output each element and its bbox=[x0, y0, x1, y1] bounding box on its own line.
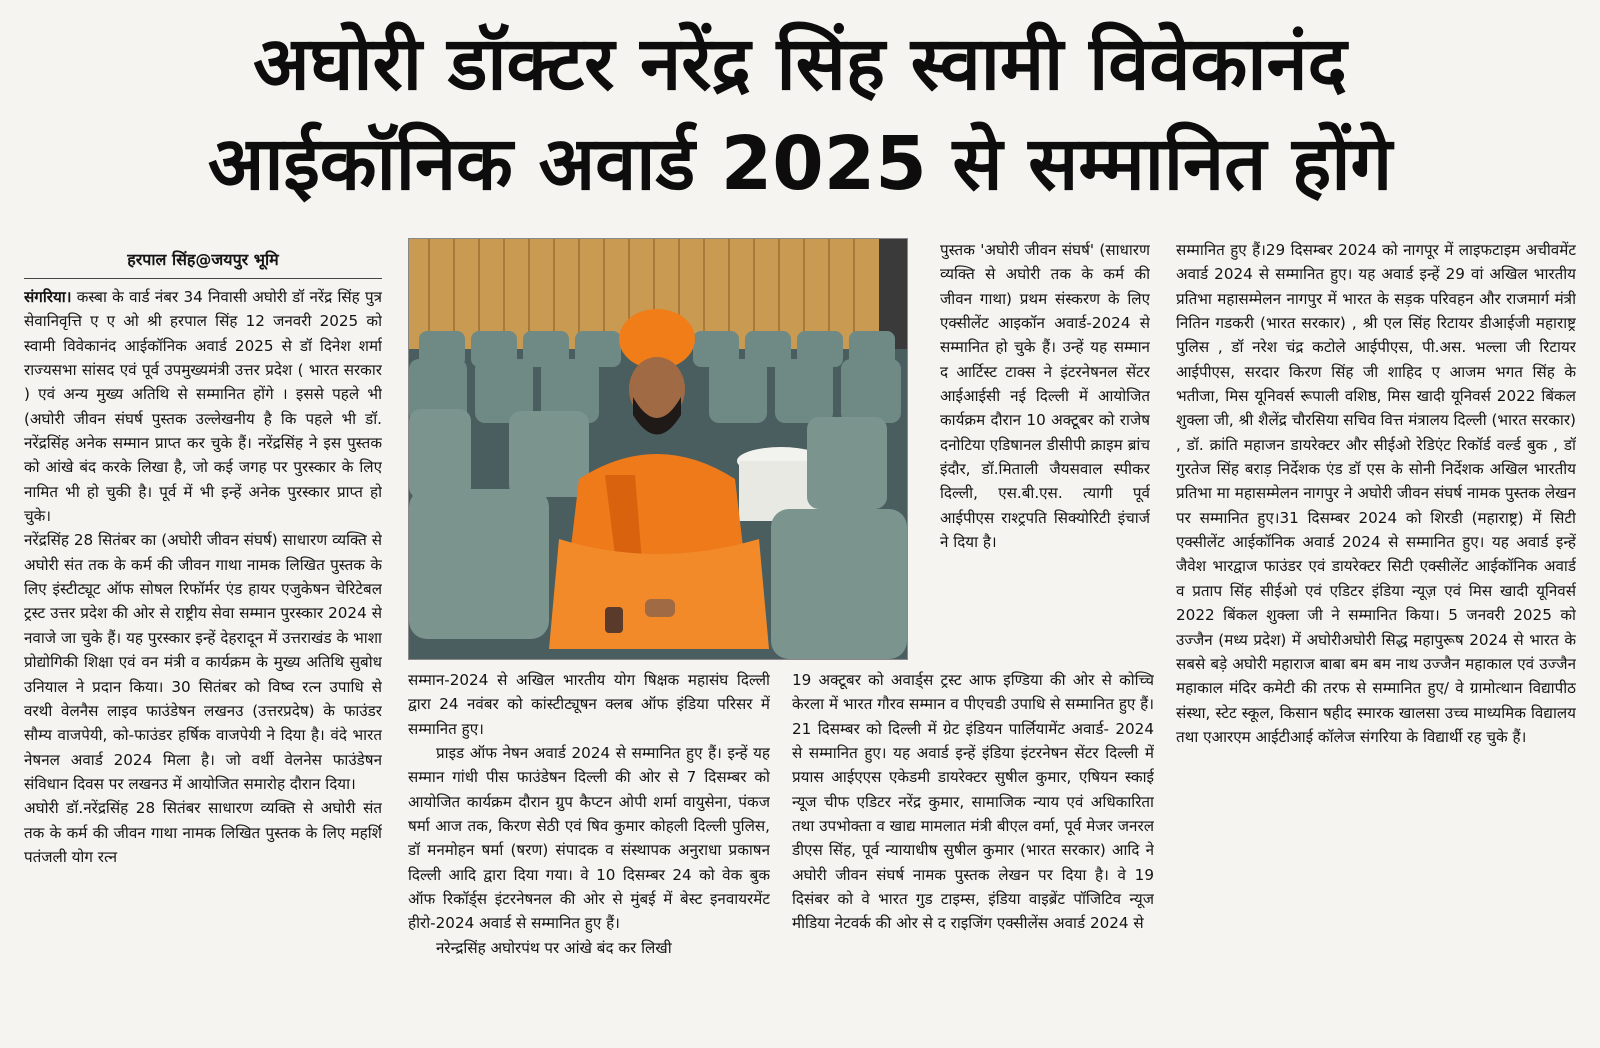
paragraph-2: नरेंद्रसिंह 28 सितंबर का (अघोरी जीवन संघर्ष) साधारण व्यक्ति से अघोरी संत तक के कर्म की जीवन गाथा नामक लिखित पुस्तक के लिए इंस्टीट्यूट ऑफ सोषल रिफॉर्मर एंड हायर एजुकेषन चेरिटेबल ट्रस्ट उत्तर प्रदेश की ओर से राष्ट्रीय सेवा सम्मान पुरस्कार 2024 से नवाजे जा चुके हैं। यह पुरस्कार इन्हें देहरादून में उत्तराखंड के भाशा प्रोद्योगिकी शिक्षा एवं वन मंत्री व कार्यक्रम के मुख्य अतिथि सुबोध उनियाल ने प्रदान किया। 30 सितंबर को विष्व रत्न उपाधि से वरथी वेलनैस लाइव फाउंडेषन लखनउ (उत्तरप्रदेष) के फाउंडर सौम्य वाजपेयी, को-फाउंडर हर्षिक वाजपेयी ने दिया है। वंदे भारत नेषनल अवार्ड 2024 मिला है। जो वर्थी वेलनेस फाउंडेषन संविधान दिवस पर लखनउ में आयोजित समारोह दौरान दिया। bbox=[24, 531, 382, 793]
paragraph-1-text: कस्बा के वार्ड नंबर 34 निवासी अघोरी डॉ नरेंद्र सिंह पुत्र सेवानिवृत्ति ए ए ओ श्री हरपाल सिंह 12 जनवरी 2025 को स्वामी विवेकानंद आईकॉनिक अवार्ड 2025 से डॉ दिनेश शर्मा राज्यसभा सांसद एवं पूर्व उपमुख्यमंत्री उत्तर प्रदेश ( भारत सरकार ) एवं अन्य मुख्य अतिथि से सम्मानित होंगे । इससे पहले भी (अघोरी जीवन संघर्ष पुस्तक उल्लेखनीय है कि पहले भी डॉ. नरेंद्रसिंह अनेक सम्मान प्राप्त कर चुके हैं। नरेंद्रसिंह ने इस पुस्तक को आंखे बंद करके लिखा है, जो कई जगह पर पुरस्कार के लिए नामित भी हो चुकी है। पूर्व में भी इन्हें अनेक पुरस्कार प्राप्त हो चुके। bbox=[24, 288, 382, 526]
byline: हरपाल सिंह@जयपुर भूमि bbox=[24, 246, 382, 279]
headline-line-2: आईकॉनिक अवार्ड 2025 से सम्मानित होंगे bbox=[207, 121, 1393, 207]
paragraph-3: नरेन्द्रसिंह अघोरपंथ पर आंखे बंद कर लिखी bbox=[436, 938, 672, 957]
column-3-bottom bbox=[792, 668, 1154, 1048]
paragraph-2: प्राइड ऑफ नेषन अवार्ड 2024 से सम्मानित हुए हैं। इन्हें यह सम्मान गांधी पीस फाउंडेषन दिल्ली की ओर से 7 दिसम्बर को आयोजित कार्यक्रम दौरान ग्रुप कैप्टन ओपी शर्मा वायुसेना, पंकज षर्मा आज तक, किरण सेठी एवं षिव कुमार कोहली दिल्ली पुलिस, डॉ मनमोहन षर्मा (षरण) संपादक व संस्थापक अनुराधा प्रकाषन दिल्ली आदि द्वारा दिया गया। वे 10 दिसम्बर 24 को वेक बुक ऑफ रिकॉर्ड्स इंटरनेषनल की ओर से मुंबई में बेस्ट इनवायरमेंट हीरो-2024 अवार्ड से सम्मानित हुए हैं। bbox=[408, 744, 770, 933]
column-2-bottom bbox=[408, 668, 770, 1048]
paragraph-1 bbox=[24, 285, 382, 528]
column-4 bbox=[1176, 238, 1576, 1048]
paragraph-1: 19 अक्टूबर को अवार्ड्स ट्रस्ट आफ इण्डिया की ओर से कोच्चि केरला में भारत गौरव सम्मान व पीएचडी उपाधि से सम्मानित हुए हैं।21 दिसम्बर को दिल्ली में ग्रेट इंडियन पार्लियामेंट अवार्ड- 2024 से सम्मानित हुए। यह अवार्ड इन्हें इंडिया इंटरनेषन सेंटर दिल्ली में प्रयास आईएएस एकेडमी डायरेक्टर सुषील कुमार, एषियन स्काई न्यूज चीफ एडिटर नरेंद्र कुमार, सामाजिक न्याय एवं अधिकारिता तथा उपभोक्ता व खाद्य मामलात मंत्री बीएल वर्मा, पूर्व मेजर जनरल डीएस सिंह, पूर्व न्यायाधीष सुषील कुमार (भारत सरकार) आदि ने अघोरी जीवन संघर्ष नामक पुस्तक लेखन पर दिया है। वे 19 दिसंबर को वे भारत गुड टाइम्स, इंडिया वाइब्रेंट पॉजिटिव न्यूज मीडिया नेटवर्क की ओर से द राइजिंग एक्सीलेंस अवार्ड 2024 से bbox=[792, 671, 1154, 933]
headline bbox=[0, 0, 1600, 232]
paragraph-1: सम्मान-2024 से अखिल भारतीय योग षिक्षक महासंघ दिल्ली द्वारा 24 नवंबर को कांस्टीट्यूषन क्लब ऑफ इंडिया परिसर में सम्मानित हुए। bbox=[408, 671, 770, 738]
column-3-top bbox=[940, 238, 1150, 658]
headline-line-1: अघोरी डॉक्टर नरेंद्र सिंह स्वामी विवेकानंद bbox=[253, 21, 1347, 107]
dateline: संगरिया। bbox=[24, 288, 72, 306]
column-1 bbox=[24, 246, 382, 1046]
paragraph-1: पुस्तक 'अघोरी जीवन संघर्ष' (साधारण व्यक्ति से अघोरी तक के कर्म की जीवन गाथा) प्रथम संस्करण के लिए एक्सीलेंट आइकॉन अवार्ड-2024 से सम्मानित हो चुके हैं। उन्हें यह सम्मान द आर्टिस्ट टाक्स ने इंटरनेषनल सेंटर आईआईसी नई दिल्ली में आयोजित कार्यक्रम दौरान 10 अक्टूबर को राजेष दनोटिया एडिषानल डीसीपी क्राइम ब्रांच इंदौर, डॉ.मिताली जैयसवाल स्पीकर दिल्ली, एस.बी.एस. त्यागी पूर्व आईपीएस राश्ट्रपति सिक्योरिटी इंचार्ज ने दिया है। bbox=[940, 241, 1150, 552]
paragraph-1: सम्मानित हुए हैं।29 दिसम्बर 2024 को नागपूर में लाइफटाइम अचीवमेंट अवार्ड 2024 से सम्मानित हुए। यह अवार्ड इन्हें 29 वां अखिल भारतीय प्रतिभा महासम्मेलन नागपुर में भारत के सड़क परिवहन और राजमार्ग मंत्री नितिन गडकरी (भारत सरकार) , श्री एल सिंह रिटायर डीआईजी महाराष्ट्र पुलिस , डॉ नरेश चंद्र कटोले आईपीएस, पी.अस. भल्ला जी रिटायर आईपीएस, सरदार किरण सिंह जी शाहिद ए आजम भगत सिंह के भतीजा, मिस यूनिवर्स रूपाली वशिष्ठ, मिस खादी यूनिवर्स 2022 बिंकल शुक्ला जी, श्री शैलेंद्र चौरसिया सचिव वित्त मंत्रालय दिल्ली (भारत सरकार) , डॉ. क्रांति महाजन डायरेक्टर और सीईओ रेडिएंट रिकॉर्ड वर्ल्ड बुक , डॉ गुरतेज सिंह बराड़ निर्देशक एंड डॉ एस के सोनी निर्देशक अखिल भारतीय प्रतिभा मा महासम्मेलन नागपुर ने अघोरी जीवन संघर्ष नामक पुस्तक लेखन पर सम्मानित हुए।31 दिसम्बर 2024 को शिरडी (महाराष्ट्र) में सिटी एक्सीलेंट आईकॉनिक अवार्ड 2024 से सम्मानित हुए। यह अवार्ड इन्हें जैवेश भारद्वाज फाउंडर एवं डायरेक्टर सिटी एक्सीलेंट आईकॉनिक अवार्ड व प्रताप सिंह सीईओ एवं एडिटर इंडिया न्यूज़ एवं मिस खादी यूनिवर्स 2022 बिंकल शुक्ला जी ने सम्मानित किया। 5 जनवरी 2025 को उज्जैन (मध्य प्रदेश) में अघोरीअघोरी सिद्ध महापुरूष 2024 से भारत के सबसे बड़े अघोरी महाराज बाबा बम बम नाथ उज्जैन महाकाल एवं उज्जैन महाकाल मंदिर कमेटी की तरफ से सम्मानित हुए/ वे ग्रामोत्थान विद्यापीठ संस्था, स्टेट स्कूल, किसान षहीद स्मारक खालसा उच्च माध्यमिक विद्यालय तथा एआरएम आईटीआई कॉलेज संगरिया के विद्यार्थी रह चुके हैं। bbox=[1176, 241, 1576, 746]
photo-illustration bbox=[409, 239, 907, 659]
paragraph-3: अघोरी डॉ.नरेंद्रसिंह 28 सितंबर साधारण व्यक्ति से अघोरी संत तक के कर्म की जीवन गाथा नामक लिखित पुस्तक के लिए महर्शि पतंजली योग रत्न bbox=[24, 799, 382, 866]
article-photo bbox=[408, 238, 908, 660]
